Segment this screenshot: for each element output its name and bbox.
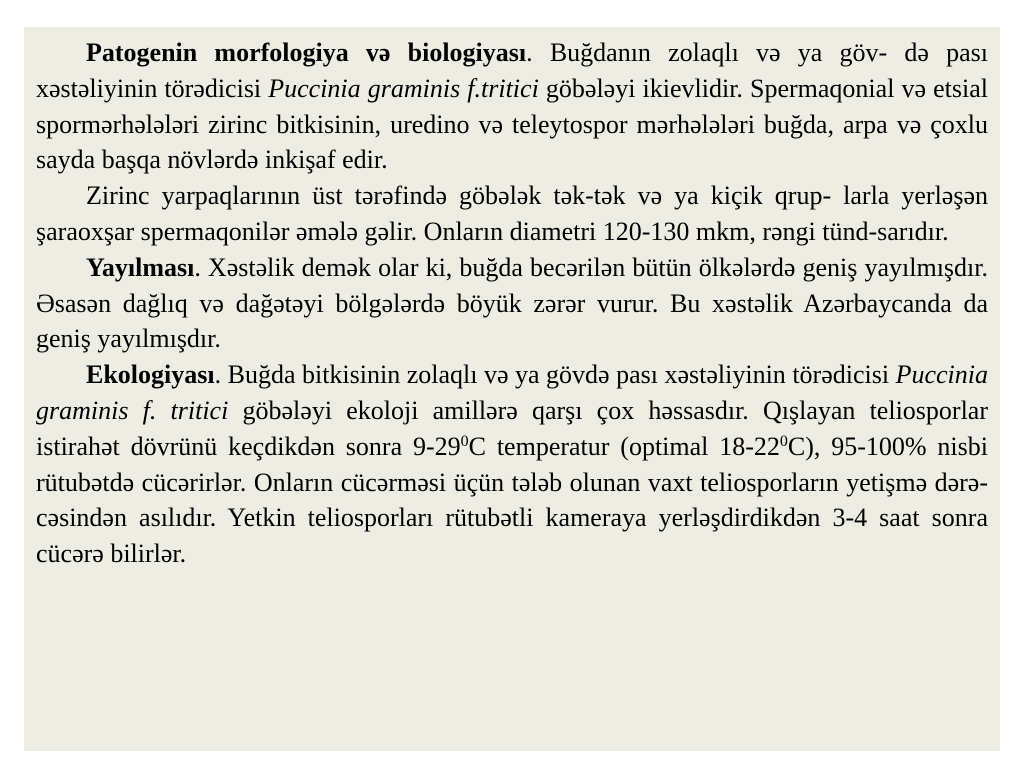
text-span: Zirinc yarpaqlarının üst tərəfində göbələk tək-tək və ya kiçik qrup-	[86, 181, 832, 211]
text-span: 120-130 mkm, rəngi tünd-sarıdır.	[602, 216, 949, 246]
superscript: 0	[779, 432, 788, 450]
heading-ecology: Ekologiyası	[86, 360, 215, 390]
paragraph-morphology	[36, 35, 988, 178]
text-span: C), 95-100% nisbi rütubətdə cücərirlər.	[36, 431, 988, 497]
text-span: 3-4 saat sonra cücərə bilirlər.	[36, 503, 988, 569]
heading-distribution: Yayılması	[86, 252, 195, 282]
text-span: cəsindən asılıdır. Yetkin teliosporları rütubətli kameraya yerləşdirdikdən	[36, 503, 821, 533]
text-body	[36, 35, 988, 572]
text-span: də pası xəstəliyinin törədicisi	[36, 38, 989, 103]
text-span: . Xəstəlik demək olar ki, buğda becərilən bütün ölkələrdə	[194, 252, 796, 282]
text-span: geniş yayılmışdır. Əsasən dağlıq və dağətəyi bölgələrdə böyük zərər	[36, 252, 988, 318]
text-span: həssasdır. Qışlayan teliosporlar istirahət dövrünü keçdikdən sonra 9-	[36, 395, 988, 461]
paragraph-ecology	[36, 357, 988, 572]
paragraph-spermagonia	[36, 178, 988, 250]
text-span: vurur. Bu xəstəlik Azərbaycanda da geniş yayılmışdır.	[36, 288, 989, 354]
superscript: 0	[460, 432, 469, 450]
species-name: Puccinia graminis f. tritici	[36, 360, 989, 425]
text-span: C temperatur (optimal 18-22	[468, 431, 780, 461]
slide-panel	[24, 27, 1000, 751]
text-span: göbələyi ekoloji amillərə qarşı çox	[228, 395, 635, 425]
text-span: . Buğdanın zolaqlı və ya göv-	[526, 38, 888, 67]
text-span: uredino və teleytospor mərhələləri buğda, arpa və çoxlu sayda başqa	[36, 109, 988, 175]
text-span: 29	[434, 431, 461, 461]
text-span: törədicisi	[792, 360, 896, 390]
text-span: Onların cücərməsi üçün tələb olunan vaxt teliosporların yetişmə dərə-	[253, 467, 988, 497]
text-span: növlərdə inkişaf edir.	[167, 145, 388, 175]
text-span: ikievlidir. Spermaqonial və etsial spormərhələləri zirinc bitkisinin,	[36, 73, 989, 139]
text-span: larla yerləşən şaraoxşar spermaqonilər əmələ gəlir. Onların diametri	[36, 181, 989, 246]
species-name: Puccinia graminis f.tritici	[268, 73, 539, 103]
text-span: . Buğda bitkisinin zolaqlı və ya gövdə pası xəstəliyinin	[214, 360, 786, 390]
paragraph-distribution	[36, 250, 988, 357]
text-span: göbələyi	[538, 73, 636, 103]
heading-morphology: Patogenin morfologiya və biologiyası	[86, 38, 527, 67]
